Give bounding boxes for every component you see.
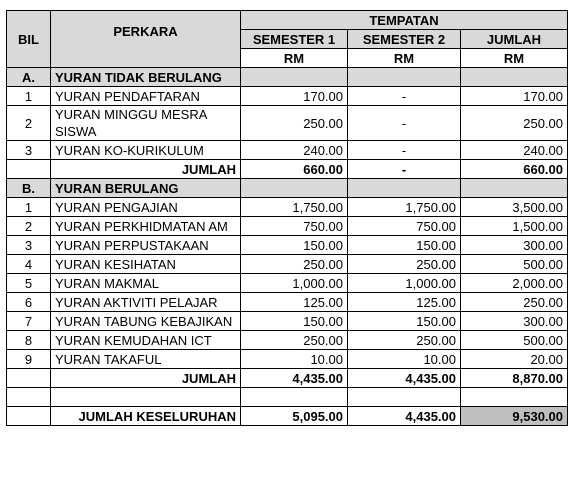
row-sem2: 250.00 xyxy=(348,331,461,350)
table-row xyxy=(7,255,568,274)
row-no: 1 xyxy=(7,87,51,106)
row-total: 1,500.00 xyxy=(461,217,568,236)
grand-total-sem2: 4,435.00 xyxy=(348,407,461,426)
table-row xyxy=(7,87,568,106)
row-total: 20.00 xyxy=(461,350,568,369)
row-sem1: 750.00 xyxy=(241,217,348,236)
table-row xyxy=(7,350,568,369)
row-sem1: 250.00 xyxy=(241,255,348,274)
grand-total-label: JUMLAH KESELURUHAN xyxy=(51,407,241,426)
table-row xyxy=(7,293,568,312)
spacer-row xyxy=(7,388,568,407)
section-a-header xyxy=(7,68,568,87)
header-perkara: PERKARA xyxy=(51,11,241,68)
subtotal-label: JUMLAH xyxy=(51,369,241,388)
row-item: YURAN MINGGU MESRA SISWA xyxy=(51,106,241,141)
row-item: YURAN PENDAFTARAN xyxy=(51,87,241,106)
fee-table xyxy=(6,10,568,426)
row-sem2: 125.00 xyxy=(348,293,461,312)
table-row xyxy=(7,312,568,331)
table-row xyxy=(7,217,568,236)
subtotal-sem1: 4,435.00 xyxy=(241,369,348,388)
header-tempatan: TEMPATAN xyxy=(241,11,568,30)
table-row xyxy=(7,236,568,255)
row-item: YURAN PERKHIDMATAN AM xyxy=(51,217,241,236)
row-no: 2 xyxy=(7,106,51,141)
row-no: 4 xyxy=(7,255,51,274)
row-sem1: 1,750.00 xyxy=(241,198,348,217)
row-no: 5 xyxy=(7,274,51,293)
subtotal-label: JUMLAH xyxy=(51,160,241,179)
row-sem2: - xyxy=(348,106,461,141)
row-sem1: 250.00 xyxy=(241,331,348,350)
subtotal-sem2: - xyxy=(348,160,461,179)
row-item: YURAN TAKAFUL xyxy=(51,350,241,369)
row-sem2: 150.00 xyxy=(348,236,461,255)
grand-total-value: 9,530.00 xyxy=(461,407,568,426)
row-sem2: 1,750.00 xyxy=(348,198,461,217)
row-no: 1 xyxy=(7,198,51,217)
header-semester-2: SEMESTER 2 xyxy=(348,30,461,49)
row-total: 250.00 xyxy=(461,106,568,141)
row-item: YURAN PERPUSTAKAAN xyxy=(51,236,241,255)
row-sem1: 10.00 xyxy=(241,350,348,369)
grand-total-row xyxy=(7,407,568,426)
row-total: 300.00 xyxy=(461,236,568,255)
row-item: YURAN KEMUDAHAN ICT xyxy=(51,331,241,350)
table-row xyxy=(7,331,568,350)
section-code: A. xyxy=(7,68,51,87)
row-total: 300.00 xyxy=(461,312,568,331)
currency-sem1: RM xyxy=(241,49,348,68)
row-sem1: 150.00 xyxy=(241,236,348,255)
currency-total: RM xyxy=(461,49,568,68)
table-row xyxy=(7,106,568,141)
row-total: 500.00 xyxy=(461,255,568,274)
row-item: YURAN AKTIVITI PELAJAR xyxy=(51,293,241,312)
row-total: 500.00 xyxy=(461,331,568,350)
row-item: YURAN KO-KURIKULUM xyxy=(51,141,241,160)
row-sem2: - xyxy=(348,87,461,106)
row-no: 8 xyxy=(7,331,51,350)
row-no: 6 xyxy=(7,293,51,312)
row-total: 3,500.00 xyxy=(461,198,568,217)
row-sem1: 170.00 xyxy=(241,87,348,106)
row-sem1: 250.00 xyxy=(241,106,348,141)
row-sem1: 240.00 xyxy=(241,141,348,160)
section-title: YURAN TIDAK BERULANG xyxy=(51,68,241,87)
row-sem2: 750.00 xyxy=(348,217,461,236)
row-no: 2 xyxy=(7,217,51,236)
subtotal-sem2: 4,435.00 xyxy=(348,369,461,388)
section-code: B. xyxy=(7,179,51,198)
header-bil: BIL xyxy=(7,11,51,68)
row-item: YURAN KESIHATAN xyxy=(51,255,241,274)
subtotal-total: 660.00 xyxy=(461,160,568,179)
section-title: YURAN BERULANG xyxy=(51,179,241,198)
currency-sem2: RM xyxy=(348,49,461,68)
row-no: 9 xyxy=(7,350,51,369)
row-sem1: 1,000.00 xyxy=(241,274,348,293)
row-total: 250.00 xyxy=(461,293,568,312)
row-item: YURAN PENGAJIAN xyxy=(51,198,241,217)
subtotal-total: 8,870.00 xyxy=(461,369,568,388)
row-item: YURAN TABUNG KEBAJIKAN xyxy=(51,312,241,331)
section-b-header xyxy=(7,179,568,198)
table-row xyxy=(7,198,568,217)
header-semester-1: SEMESTER 1 xyxy=(241,30,348,49)
row-sem2: - xyxy=(348,141,461,160)
row-total: 240.00 xyxy=(461,141,568,160)
row-sem1: 125.00 xyxy=(241,293,348,312)
row-item: YURAN MAKMAL xyxy=(51,274,241,293)
subtotal-sem1: 660.00 xyxy=(241,160,348,179)
table-row xyxy=(7,141,568,160)
grand-total-sem1: 5,095.00 xyxy=(241,407,348,426)
row-sem2: 10.00 xyxy=(348,350,461,369)
row-sem2: 1,000.00 xyxy=(348,274,461,293)
subtotal-row xyxy=(7,369,568,388)
row-total: 170.00 xyxy=(461,87,568,106)
row-no: 7 xyxy=(7,312,51,331)
row-no: 3 xyxy=(7,236,51,255)
table-row xyxy=(7,274,568,293)
subtotal-row xyxy=(7,160,568,179)
header-jumlah: JUMLAH xyxy=(461,30,568,49)
row-no: 3 xyxy=(7,141,51,160)
row-sem2: 250.00 xyxy=(348,255,461,274)
row-sem2: 150.00 xyxy=(348,312,461,331)
row-total: 2,000.00 xyxy=(461,274,568,293)
row-sem1: 150.00 xyxy=(241,312,348,331)
